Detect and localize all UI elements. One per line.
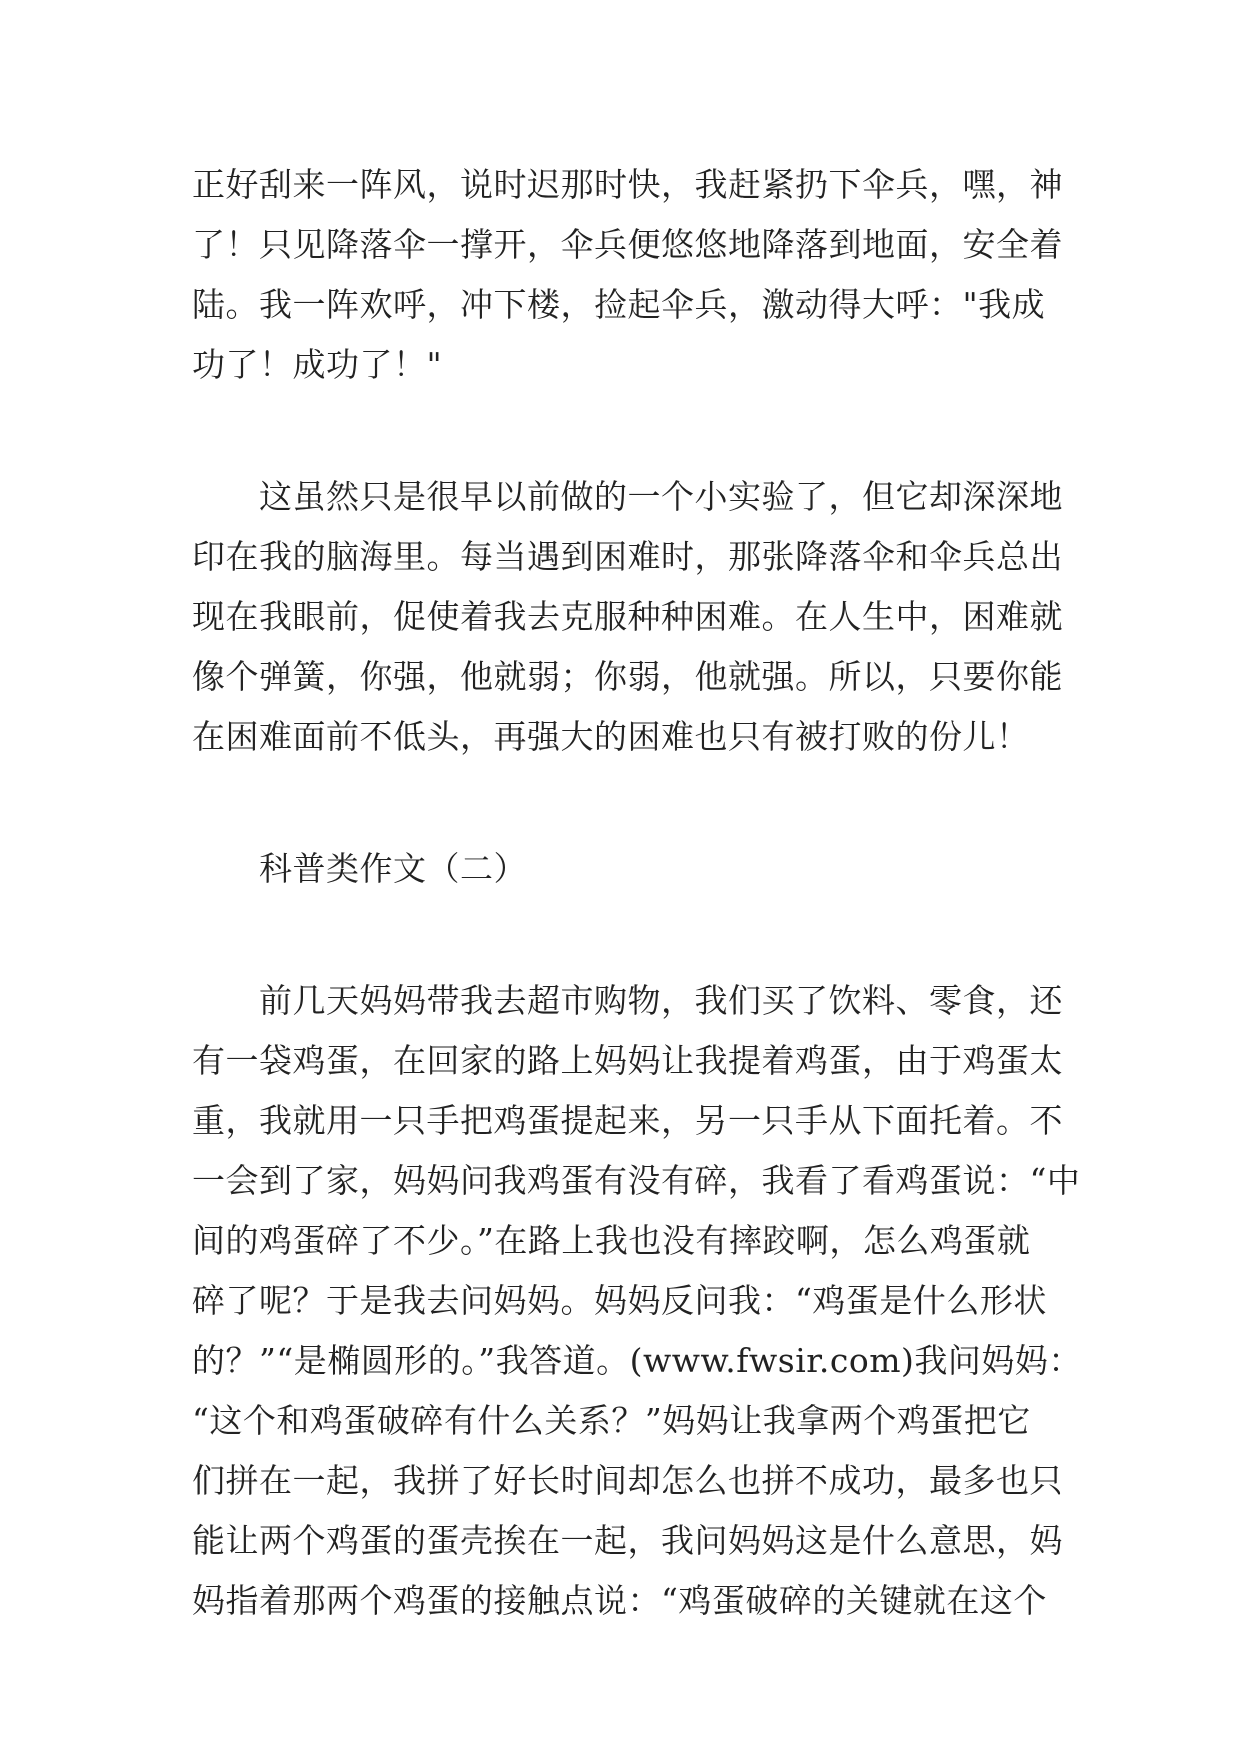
text-line: 正好刮来一阵风，说时迟那时快，我赶紧扔下伞兵，嘿，神 bbox=[192, 165, 1063, 204]
text-line: 一会到了家，妈妈问我鸡蛋有没有碎，我看了看鸡蛋说：“中 bbox=[192, 1161, 1081, 1200]
text-line: “这个和鸡蛋破碎有什么关系？”妈妈让我拿两个鸡蛋把它 bbox=[192, 1401, 1031, 1440]
document-body bbox=[192, 155, 1082, 1631]
paragraph-3 bbox=[192, 971, 1082, 1631]
paragraph-gap bbox=[192, 395, 1052, 467]
paragraph-gap bbox=[192, 767, 1052, 839]
section-heading: 科普类作文（二） bbox=[192, 849, 527, 888]
text-line: 重，我就用一只手把鸡蛋提起来，另一只手从下面托着。不 bbox=[192, 1101, 1063, 1140]
text-line: 功了！成功了！" bbox=[192, 345, 443, 384]
text-line: 印在我的脑海里。每当遇到困难时，那张降落伞和伞兵总出 bbox=[192, 537, 1063, 576]
text-line: 的？”“是椭圆形的。”我答道。(www.fwsir.com)我问妈妈： bbox=[192, 1341, 1082, 1380]
text-line: 陆。我一阵欢呼，冲下楼，捡起伞兵，激动得大呼："我成 bbox=[192, 285, 1046, 324]
text-line: 这虽然只是很早以前做的一个小实验了，但它却深深地 bbox=[192, 477, 1063, 516]
paragraph-gap bbox=[192, 899, 1052, 971]
text-line: 碎了呢？于是我去问妈妈。妈妈反问我：“鸡蛋是什么形状 bbox=[192, 1281, 1047, 1320]
text-line: 现在我眼前，促使着我去克服种种困难。在人生中，困难就 bbox=[192, 597, 1063, 636]
text-line: 了！只见降落伞一撑开，伞兵便悠悠地降落到地面，安全着 bbox=[192, 225, 1063, 264]
text-line: 有一袋鸡蛋，在回家的路上妈妈让我提着鸡蛋，由于鸡蛋太 bbox=[192, 1041, 1063, 1080]
text-line: 间的鸡蛋碎了不少。”在路上我也没有摔跤啊，怎么鸡蛋就 bbox=[192, 1221, 1031, 1260]
text-line: 能让两个鸡蛋的蛋壳挨在一起，我问妈妈这是什么意思，妈 bbox=[192, 1521, 1063, 1560]
text-line: 在困难面前不低头，再强大的困难也只有被打败的份儿！ bbox=[192, 717, 1030, 756]
paragraph-1 bbox=[192, 155, 1063, 395]
text-line: 前几天妈妈带我去超市购物，我们买了饮料、零食，还 bbox=[192, 981, 1063, 1020]
paragraph-2 bbox=[192, 467, 1063, 767]
text-line: 妈指着那两个鸡蛋的接触点说：“鸡蛋破碎的关键就在这个 bbox=[192, 1581, 1047, 1620]
text-line: 像个弹簧，你强，他就弱；你弱，他就强。所以，只要你能 bbox=[192, 657, 1063, 696]
text-line: 们拼在一起，我拼了好长时间却怎么也拼不成功，最多也只 bbox=[192, 1461, 1063, 1500]
